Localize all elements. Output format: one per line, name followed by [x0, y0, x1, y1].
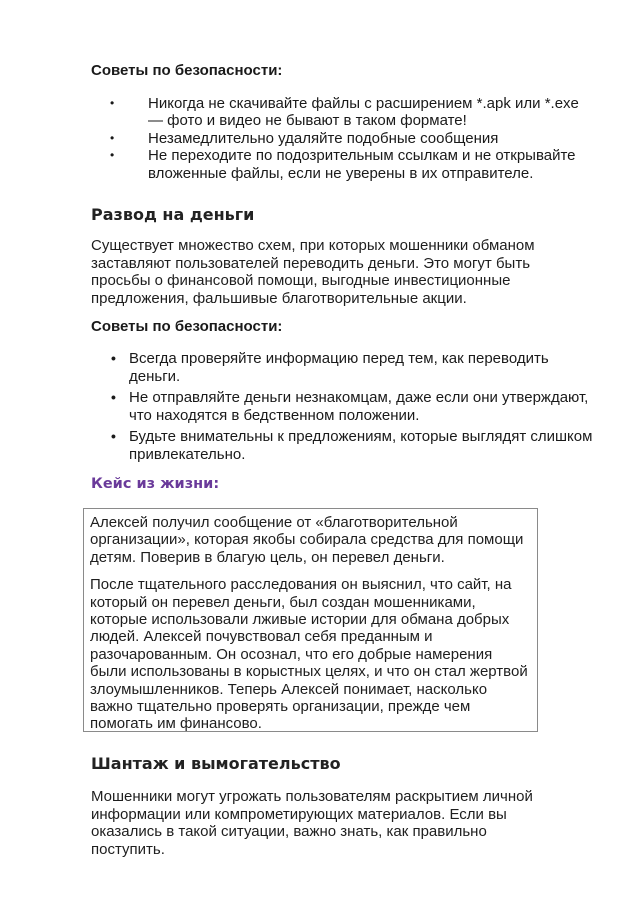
list-item-text: Незамедлительно удаляйте подобные сообщения — [148, 129, 499, 147]
list-item — [91, 389, 601, 424]
tips-list — [91, 350, 601, 467]
list-item-text: Всегда проверяйте информацию перед тем, как переводить деньги. — [129, 350, 549, 385]
list-item-text: Никогда не скачивайте файлы с расширением *.apk или *.exe — фото и видео не бывают в таком формате! — [148, 95, 579, 130]
bullet-icon: • — [111, 350, 116, 366]
tips-heading: Советы по безопасности: — [91, 318, 283, 335]
case-paragraph: После тщательного расследования он выяснил, что сайт, на который он перевел деньги, был создан мошенниками, которые использовали лживые истории для обмана добрых людей. Алексей почувствовал себя преданным и разочарованным. Он осознал, что его добрые намерения были использованы в корыстных целях, и что он стал жертвой злоумышленников. Теперь Алексей понимает, насколько важно тщательно проверять организации, прежде чем помогать им финансово. — [90, 576, 528, 733]
bullet-icon: • — [111, 428, 116, 444]
tips-list — [91, 95, 591, 182]
list-item-text: Не переходите по подозрительным ссылкам и не открывайте вложенные файлы, если не уверены в их отправителе. — [148, 147, 576, 182]
list-item — [91, 95, 591, 130]
section-title-money-scam: Развод на деньги — [91, 205, 255, 224]
list-item-text: Не отправляйте деньги незнакомцам, даже если они утверждают, что находятся в бедственном положении. — [129, 389, 589, 424]
list-item-text: Будьте внимательны к предложениям, которые выглядят слишком привлекательно. — [129, 428, 593, 463]
list-item — [91, 428, 601, 463]
section-title-blackmail: Шантаж и вымогательство — [91, 754, 341, 773]
section-intro-paragraph: Существует множество схем, при которых мошенники обманом заставляют пользователей переводить деньги. Это могут быть просьбы о финансовой помощи, выгодные инвестиционные предложения, фальшивые благотворительные акции. — [91, 237, 535, 307]
case-title: Кейс из жизни: — [91, 476, 220, 492]
case-box — [83, 508, 538, 732]
bullet-icon: • — [110, 148, 115, 163]
case-paragraph: Алексей получил сообщение от «благотворительной организации», которая якобы собирала средства для помощи детям. Поверив в благую цель, он перевел деньги. — [90, 514, 524, 566]
bullet-icon: • — [110, 96, 115, 110]
bullet-icon: • — [110, 130, 115, 145]
tips-heading: Советы по безопасности: — [91, 62, 283, 79]
list-item — [91, 147, 591, 182]
list-item — [91, 350, 601, 385]
list-item — [91, 130, 591, 147]
section-intro-paragraph: Мошенники могут угрожать пользователям раскрытием личной информации или компрометирующих материалов. Если вы оказались в такой ситуации, важно знать, как правильно поступить. — [91, 788, 533, 858]
bullet-icon: • — [111, 389, 116, 405]
